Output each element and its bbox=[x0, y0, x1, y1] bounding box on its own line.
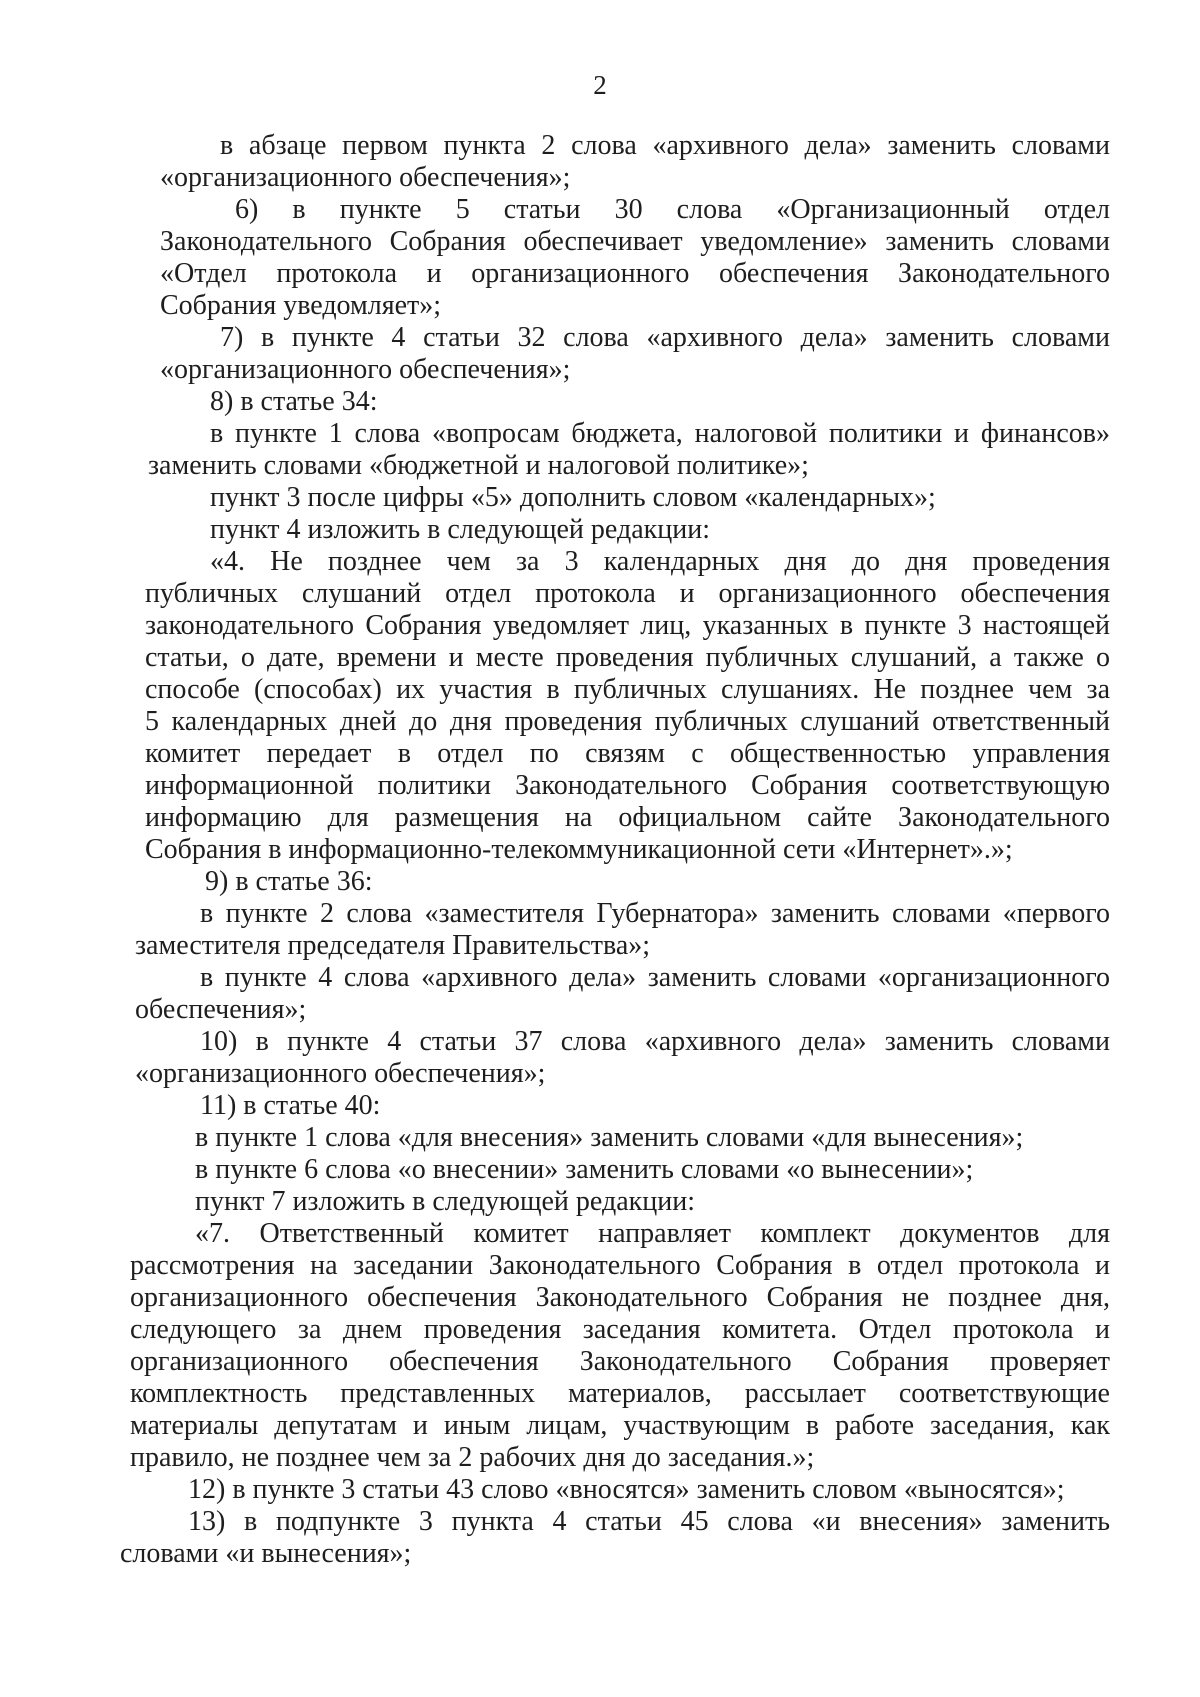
text-line: в пункте 1 слова «для внесения» заменить словами «для вынесения»; bbox=[195, 1122, 1024, 1153]
text-line: «Отдел протокола и организационного обеспечения Законодательного bbox=[160, 258, 1110, 289]
text-line: в пункте 1 слова «вопросам бюджета, налоговой политики и финансов» bbox=[210, 418, 1110, 449]
text-line: 9) в статье 36: bbox=[205, 866, 373, 897]
text-line: законодательного Собрания уведомляет лиц, указанных в пункте 3 настоящей bbox=[145, 610, 1110, 641]
text-line: следующего за днем проведения заседания комитета. Отдел протокола и bbox=[130, 1314, 1110, 1345]
text-line: в пункте 4 слова «архивного дела» заменить словами «организационного bbox=[200, 962, 1110, 993]
text-line: обеспечения»; bbox=[135, 994, 307, 1025]
text-line: Собрания уведомляет»; bbox=[160, 290, 442, 321]
text-line: «4. Не позднее чем за 3 календарных дня до дня проведения bbox=[210, 546, 1110, 577]
document-body bbox=[120, 130, 1110, 1570]
text-line: комплектность представленных материалов, рассылает соответствующие bbox=[130, 1378, 1110, 1409]
text-line: «организационного обеспечения»; bbox=[160, 354, 571, 385]
text-line: «организационного обеспечения»; bbox=[135, 1058, 546, 1089]
text-line: «организационного обеспечения»; bbox=[160, 162, 571, 193]
text-line: заменить словами «бюджетной и налоговой политике»; bbox=[148, 450, 809, 481]
text-line: информационной политики Законодательного Собрания соответствующую bbox=[145, 770, 1110, 801]
text-line: 10) в пункте 4 статьи 37 слова «архивного дела» заменить словами bbox=[200, 1026, 1110, 1057]
text-line: 8) в статье 34: bbox=[210, 386, 378, 417]
text-line: 6) в пункте 5 статьи 30 слова «Организационный отдел bbox=[235, 194, 1110, 225]
text-line: организационного обеспечения Законодательного Собрания проверяет bbox=[130, 1346, 1110, 1377]
text-line: Собрания в информационно-телекоммуникационной сети «Интернет».»; bbox=[145, 834, 1013, 865]
text-line: 7) в пункте 4 статьи 32 слова «архивного дела» заменить словами bbox=[220, 322, 1110, 353]
text-line: в пункте 6 слова «о внесении» заменить словами «о вынесении»; bbox=[195, 1154, 974, 1185]
text-line: рассмотрения на заседании Законодательного Собрания в отдел протокола и bbox=[130, 1250, 1110, 1281]
text-line: словами «и вынесения»; bbox=[120, 1538, 412, 1569]
text-line: информацию для размещения на официальном сайте Законодательного bbox=[145, 802, 1110, 833]
text-line: 13) в подпункте 3 пункта 4 статьи 45 слова «и внесения» заменить bbox=[188, 1506, 1110, 1537]
text-line: 5 календарных дней до дня проведения публичных слушаний ответственный bbox=[145, 706, 1110, 737]
text-line: статьи, о дате, времени и месте проведения публичных слушаний, а также о bbox=[145, 642, 1110, 673]
text-line: публичных слушаний отдел протокола и организационного обеспечения bbox=[145, 578, 1110, 609]
text-line: 12) в пункте 3 статьи 43 слово «вносятся» заменить словом «выносятся»; bbox=[188, 1474, 1065, 1505]
text-line: 11) в статье 40: bbox=[200, 1090, 381, 1121]
text-line: комитет передает в отдел по связям с общественностью управления bbox=[145, 738, 1110, 769]
text-line: пункт 3 после цифры «5» дополнить словом «календарных»; bbox=[210, 482, 936, 513]
text-line: пункт 7 изложить в следующей редакции: bbox=[195, 1186, 695, 1217]
page-number: 2 bbox=[593, 70, 607, 100]
text-line: Законодательного Собрания обеспечивает уведомление» заменить словами bbox=[160, 226, 1110, 257]
text-line: правило, не позднее чем за 2 рабочих дня до заседания.»; bbox=[130, 1442, 815, 1473]
text-line: заместителя председателя Правительства»; bbox=[135, 930, 651, 961]
text-line: пункт 4 изложить в следующей редакции: bbox=[210, 514, 710, 545]
text-line: «7. Ответственный комитет направляет комплект документов для bbox=[195, 1218, 1110, 1249]
text-line: материалы депутатам и иным лицам, участвующим в работе заседания, как bbox=[130, 1410, 1110, 1441]
text-line: способе (способах) их участия в публичных слушаниях. Не позднее чем за bbox=[145, 674, 1110, 705]
text-line: в пункте 2 слова «заместителя Губернатора» заменить словами «первого bbox=[200, 898, 1110, 929]
text-line: организационного обеспечения Законодательного Собрания не позднее дня, bbox=[130, 1282, 1110, 1313]
text-line: в абзаце первом пункта 2 слова «архивного дела» заменить словами bbox=[220, 130, 1110, 161]
